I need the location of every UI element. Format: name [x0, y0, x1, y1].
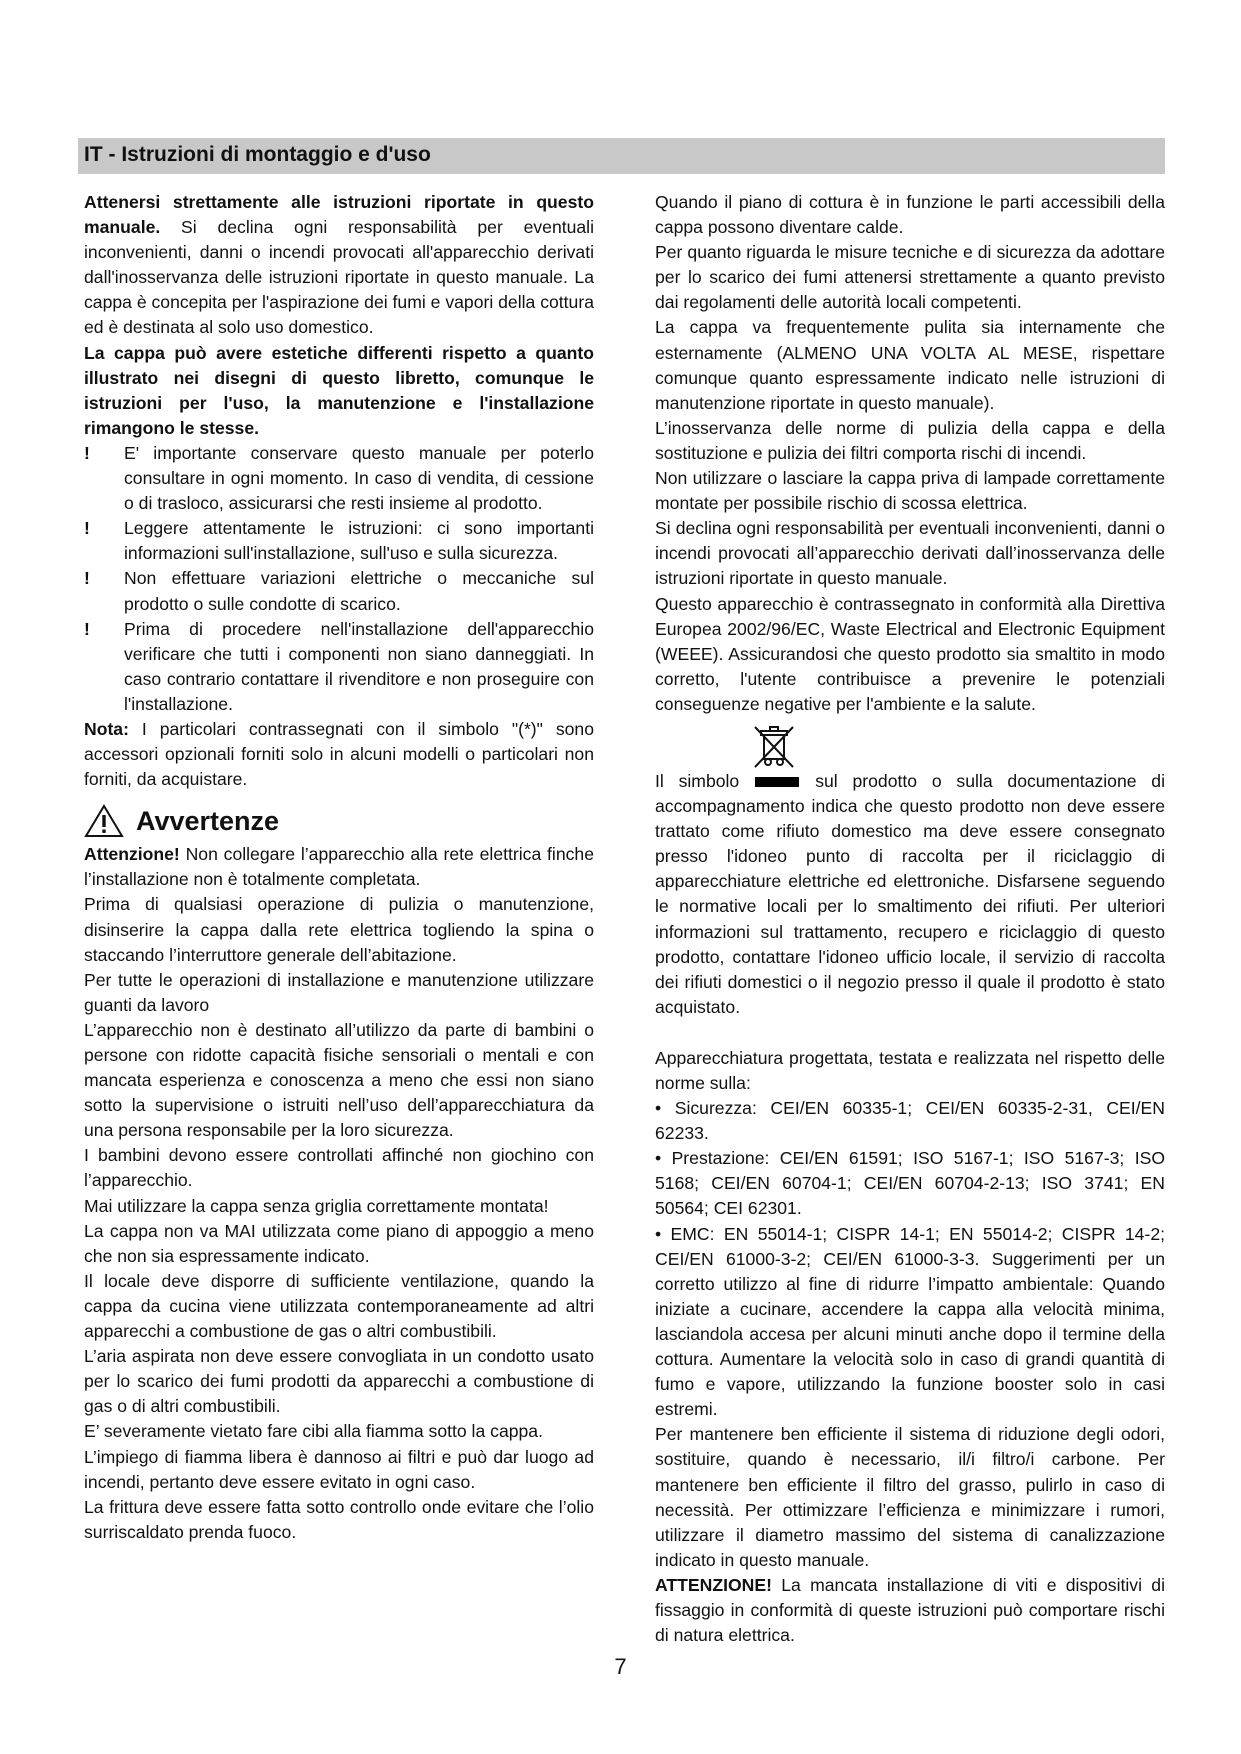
bullet-text: Prima di procedere nell'installazione dell'apparecchio verificare che tutti i componenti non siano danneggiati. In caso contrario contattare il rivenditore e non proseguire con l'installazione. [124, 618, 594, 714]
maintenance-paragraph: Per mantenere ben efficiente il sistema di riduzione degli odori, sostituire, quando è necessario, il/i filtro/i carbone. Per mantenere ben efficiente il filtro del grasso, pulirlo in caso di necessità. Per ottimizzare l’efficienza e minimizzare i rumori, utilizzare il diametro massimo del sistema di canalizzazione indicato in questo manuale. [655, 1424, 1165, 1570]
info-paragraph: Per quanto riguarda le misure tecniche e di sicurezza da adottare per lo scarico dei fumi attenersi strettamente a quanto previsto dai regolamenti delle autorità locali competenti. [655, 242, 1165, 313]
warning-paragraph: L’apparecchio non è destinato all’utilizzo da parte di bambini o persone con ridotte capacità fisiche sensoriali o mentali e con mancata esperienza e conoscenza a meno che essi non siano sotto la supervisione o istruiti nell’uso dell’apparecchiatura da una persona responsabile per la loro sicurezza. [84, 1019, 594, 1141]
warning-paragraph: I bambini devono essere controllati affinché non giochino con l’apparecchio. [84, 1145, 594, 1191]
warning-triangle-icon [84, 804, 124, 838]
warning-paragraph: Mai utilizzare la cappa senza griglia correttamente montata! [84, 1195, 549, 1216]
section-title: IT - Istruzioni di montaggio e d'uso [84, 143, 431, 166]
intro-paragraph [84, 190, 594, 341]
symbol-paragraph [655, 769, 1165, 1020]
bullet-text: Non effettuare variazioni elettriche o meccaniche sul prodotto o sulle condotte di scarico. [124, 568, 594, 614]
exclamation-mark: ! [84, 568, 90, 589]
info-paragraph: Non utilizzare o lasciare la cappa priva di lampade correttamente montate per possibile rischio di scossa elettrica. [655, 468, 1165, 514]
warning-paragraph: Per tutte le operazioni di installazione e manutenzione utilizzare guanti da lavoro [84, 969, 594, 1015]
black-bar-symbol [755, 777, 799, 787]
info-paragraph: Quando il piano di cottura è in funzione le parti accessibili della cappa possono diventare calde. [655, 192, 1165, 238]
norms-intro: Apparecchiatura progettata, testata e realizzata nel rispetto delle norme sulla: [655, 1047, 1165, 1093]
warning-paragraph: Il locale deve disporre di sufficiente ventilazione, quando la cappa da cucina viene utilizzata contemporaneamente ad altri apparecchi a combustione de gas o altri combustibili. [84, 1270, 594, 1342]
info-paragraph: L’inosservanza delle norme di pulizia della cappa e della sostituzione e pulizia dei filtri comporta rischi di incendi. [655, 417, 1165, 463]
weee-paragraph: Questo apparecchio è contrassegnato in conformità alla Direttiva Europea 2002/96/EC, Waste Electrical and Electronic Equipment (WEEE). Assicurandosi che questo prodotto sia smaltito in modo corretto, l'utente contribuisce a prevenire le potenziali conseguenze negative per l'ambiente e la salute. [655, 593, 1165, 714]
info-paragraph: La cappa va frequentemente pulita sia internamente che esternamente (ALMENO UNA VOLTA AL MESE, rispettare comunque quanto espressamente indicato nelle istruzioni di manutenzione riportate in questo manuale). [655, 317, 1165, 413]
warning-paragraph: E’ severamente vietato fare cibi alla fiamma sotto la cappa. [84, 1421, 543, 1442]
nota-paragraph [84, 717, 594, 792]
symbol-after-text: sul prodotto o sulla documentazione di accompagnamento indica che questo prodotto non deve essere trattato come rifiuto domestico ma deve essere consegnato presso l'idoneo punto di raccolta per il riciclaggio di apparecchiature elettriche ed elettroniche. Disfarsene seguendo le normative locali per lo smaltimento dei rifiuti. Per ulteriori informazioni sul trattamento, recupero e riciclaggio di questo prodotto, contattare l'idoneo ufficio locale, il servizio di raccolta dei rifiuti domestici o il negozio presso il quale il prodotto è stato acquistato. [655, 770, 1165, 1017]
nota-label: Nota: [84, 718, 129, 739]
aesthetic-bold: La cappa può avere estetiche differenti rispetto a quanto illustrato nei disegni di questo libretto, comunque le istruzioni per l'uso, la manutenzione e l'installazione rimangono le stesse. [84, 342, 594, 438]
intro-text: Si declina ogni responsabilità per eventuali inconvenienti, danni o incendi provocati all'apparecchio derivati dall'inosservanza delle istruzioni riportate in questo manuale. La cappa è concepita per l'aspirazione dei fumi e vapori della cottura ed è destinata al solo uso domestico. [84, 217, 594, 338]
right-column [655, 190, 1165, 1648]
warning-paragraph: L’aria aspirata non deve essere convogliata in un condotto usato per lo scarico dei fumi prodotti da apparecchi a combustione di gas o di altri combustibili. [84, 1346, 594, 1417]
final-warning-label: ATTENZIONE! [655, 1574, 772, 1595]
bullet-item [84, 516, 594, 566]
left-column [84, 190, 594, 1545]
attention-paragraph [84, 842, 594, 892]
section-header-bar [78, 138, 1165, 174]
final-warning-text: La mancata installazione di viti e dispositivi di fissaggio in conformità di queste istruzioni può comportare rischi di natura elettrica. [655, 1574, 1165, 1646]
final-warning [655, 1573, 1165, 1648]
exclamation-mark: ! [84, 618, 90, 639]
bullet-item [84, 566, 594, 616]
attention-text: Non collegare l’apparecchio alla rete elettrica finche l’installazione non è totalmente completata. [84, 844, 594, 890]
attention-label: Attenzione! [84, 844, 180, 865]
bullet-item [84, 617, 594, 717]
aesthetic-note [84, 341, 594, 441]
warning-paragraph: Prima di qualsiasi operazione di pulizia o manutenzione, disinserire la cappa dalla rete elettrica togliendo la spina o staccando l’interruttore generale dell’abitazione. [84, 894, 594, 965]
exclamation-mark: ! [84, 442, 90, 463]
symbol-before-text: Il simbolo [655, 770, 740, 791]
nota-text: I particolari contrassegnati con il simbolo "(*)" sono accessori opzionali forniti solo in alcuni modelli o particolari non forniti, da acquistare. [84, 718, 594, 790]
warning-paragraph: L’impiego di fiamma libera è dannoso ai filtri e può dar luogo ad incendi, pertanto deve essere evitato in ogni caso. [84, 1446, 594, 1492]
norm-item: • EMC: EN 55014-1; CISPR 14-1; EN 55014-2; CISPR 14-2; CEI/EN 61000-3-2; CEI/EN 61000-3-3. Suggerimenti per un corretto utilizzo al fine di ridurre l’impatto ambientale: Quando iniziate a cucinare, accendere la cappa alla velocità minima, lasciandola accesa per alcuni minuti anche dopo il termine della cottura. Aumentare la velocità solo in caso di grandi quantità di fumo e vapore, utilizzando la funzione booster solo in casi estremi. [655, 1223, 1165, 1420]
page-number: 7 [614, 1654, 627, 1679]
warnings-title: Avvertenze [136, 806, 280, 837]
norm-item: • Prestazione: CEI/EN 61591; ISO 5167-1; ISO 5167-3; ISO 5168; CEI/EN 60704-1; CEI/EN 60704-2-13; ISO 3741; EN 50564; CEI 62301. [655, 1148, 1165, 1219]
exclamation-mark: ! [84, 518, 90, 539]
warnings-heading [84, 804, 594, 838]
bullet-text: Leggere attentamente le istruzioni: ci sono importanti informazioni sull'installazione, sull'uso e sulla sicurezza. [124, 518, 594, 564]
warning-paragraph: La frittura deve essere fatta sotto controllo onde evitare che l’olio surriscaldato prenda fuoco. [84, 1496, 594, 1542]
norm-item: • Sicurezza: CEI/EN 60335-1; CEI/EN 60335-2-31, CEI/EN 62233. [655, 1098, 1165, 1144]
crossed-bin-icon [751, 723, 797, 769]
bullet-text: E' importante conservare questo manuale per poterlo consultare in ogni momento. In caso di vendita, di cessione o di trasloco, assicurarsi che resti insieme al prodotto. [124, 442, 594, 514]
bullet-item [84, 441, 594, 516]
intro-bold: Attenersi strettamente alle istruzioni riportate in questo manuale. [84, 192, 594, 238]
info-paragraph: Si declina ogni responsabilità per eventuali inconvenienti, danni o incendi provocati all’apparecchio derivati dall’inosservanza delle istruzioni riportate in questo manuale. [655, 518, 1165, 589]
weee-symbol-area [655, 717, 1165, 769]
warning-paragraph: La cappa non va MAI utilizzata come piano di appoggio a meno che non sia espressamente indicato. [84, 1220, 594, 1266]
